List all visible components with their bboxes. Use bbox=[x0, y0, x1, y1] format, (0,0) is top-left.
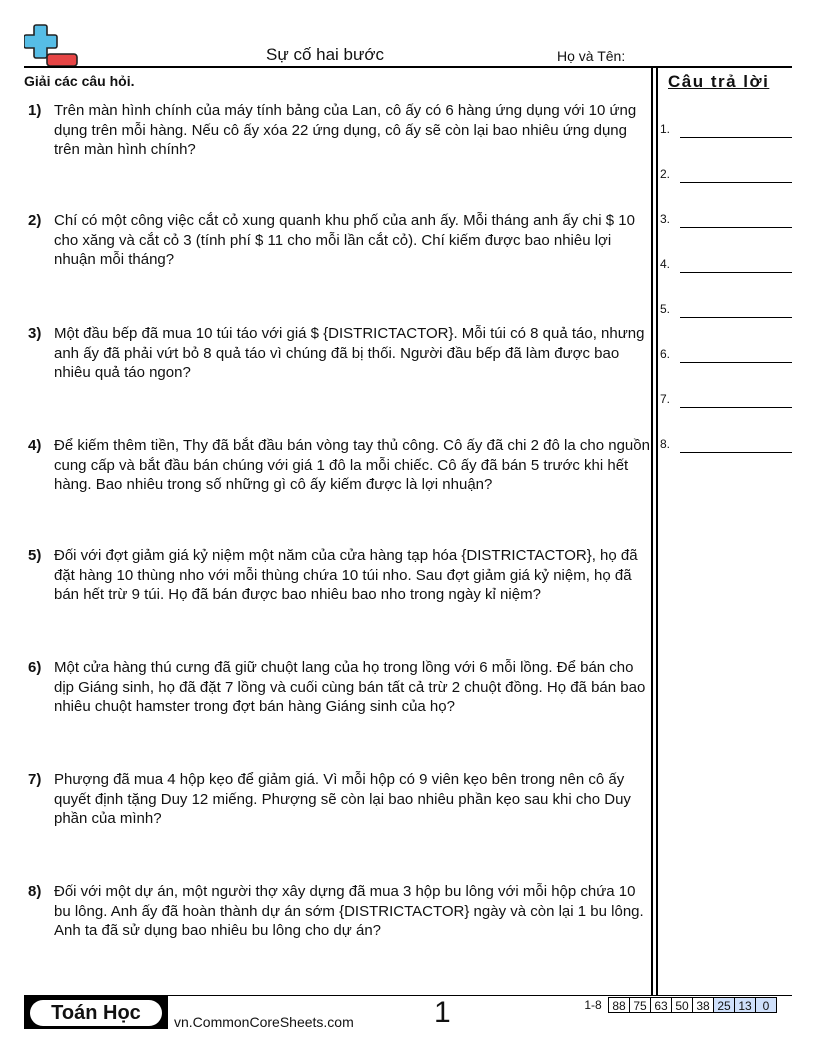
question-number: 1) bbox=[28, 102, 42, 119]
question-1 bbox=[28, 101, 650, 160]
question-number: 7) bbox=[28, 771, 42, 788]
subject-badge: Toán Học bbox=[30, 1000, 162, 1026]
answer-field-1[interactable] bbox=[660, 122, 792, 138]
page-number: 1 bbox=[434, 996, 451, 1029]
score-cell: 50 bbox=[671, 997, 693, 1013]
worksheet-title: Sự cố hai bước bbox=[266, 45, 385, 64]
question-number: 8) bbox=[28, 883, 42, 900]
question-text: Để kiếm thêm tiền, Thy đã bắt đầu bán vòng tay thủ công. Cô ấy đã chi 2 đô la cho nguồn cung cấp và bắt đầu bán chúng với giá 1 đô la mỗi chiếc. Cô ấy đã bán 5 trước khi hết hàng. Bao nhiêu trong số những gì cô ấy kiếm được là lợi nhuận? bbox=[54, 437, 650, 493]
score-cell: 0 bbox=[755, 997, 777, 1013]
question-text: Chí có một công việc cắt cỏ xung quanh khu phố của anh ấy. Mỗi tháng anh ấy chi $ 10 cho xăng và cắt cỏ 3 (tính phí $ 11 cho mỗi lần cắt cỏ). Chí kiếm được bao nhiêu lợi nhuận mỗi tháng? bbox=[54, 212, 635, 268]
column-divider bbox=[651, 66, 658, 996]
answer-line bbox=[680, 317, 792, 318]
score-cell: 13 bbox=[734, 997, 756, 1013]
answer-number: 3. bbox=[660, 212, 671, 226]
question-number: 3) bbox=[28, 325, 42, 342]
answer-number: 6. bbox=[660, 347, 671, 361]
question-text: Một cửa hàng thú cưng đã giữ chuột lang của họ trong lồng với 6 mỗi lồng. Để bán cho dịp Giáng sinh, họ đã đặt 7 lồng và cuối cùng bán tất cả trừ 2 chuột đồng. Họ đã bán bao nhiêu chuột hamster trong đợt bán hàng Giáng sinh của họ? bbox=[54, 659, 646, 715]
answer-line bbox=[680, 272, 792, 273]
question-8 bbox=[28, 882, 650, 941]
answer-field-5[interactable] bbox=[660, 302, 792, 318]
answer-field-6[interactable] bbox=[660, 347, 792, 363]
site-link[interactable]: vn.CommonCoreSheets.com bbox=[174, 1014, 354, 1030]
plus-minus-logo-icon bbox=[24, 24, 80, 68]
score-cell: 38 bbox=[692, 997, 714, 1013]
answer-number: 1. bbox=[660, 122, 671, 136]
answer-line bbox=[680, 407, 792, 408]
answer-number: 8. bbox=[660, 437, 671, 451]
answer-number: 5. bbox=[660, 302, 671, 316]
question-number: 4) bbox=[28, 437, 42, 454]
answer-field-7[interactable] bbox=[660, 392, 792, 408]
score-cell: 63 bbox=[650, 997, 672, 1013]
question-number: 5) bbox=[28, 547, 42, 564]
answer-field-8[interactable] bbox=[660, 437, 792, 453]
header-rule bbox=[24, 66, 792, 68]
answer-line bbox=[680, 227, 792, 228]
answer-field-4[interactable] bbox=[660, 257, 792, 273]
answer-number: 7. bbox=[660, 392, 671, 406]
score-table bbox=[578, 997, 777, 1013]
question-5 bbox=[28, 546, 650, 605]
score-cell: 88 bbox=[608, 997, 630, 1013]
question-text: Phượng đã mua 4 hộp kẹo để giảm giá. Vì mỗi hộp có 9 viên kẹo bên trong nên cô ấy quyết định tặng Duy 12 miếng. Phượng sẽ còn lại bao nhiêu phần kẹo sau khi cho Duy phần của mình? bbox=[54, 771, 631, 827]
score-cell: 25 bbox=[713, 997, 735, 1013]
answer-number: 4. bbox=[660, 257, 671, 271]
answer-number: 2. bbox=[660, 167, 671, 181]
answer-line bbox=[680, 452, 792, 453]
answer-line bbox=[680, 137, 792, 138]
score-cell: 75 bbox=[629, 997, 651, 1013]
question-3 bbox=[28, 324, 650, 383]
answer-field-3[interactable] bbox=[660, 212, 792, 228]
question-6 bbox=[28, 658, 650, 717]
answer-field-2[interactable] bbox=[660, 167, 792, 183]
question-number: 6) bbox=[28, 659, 42, 676]
answer-line bbox=[680, 362, 792, 363]
instructions: Giải các câu hỏi. bbox=[24, 73, 135, 89]
question-text: Một đầu bếp đã mua 10 túi táo với giá $ {DISTRICTACTOR}. Mỗi túi có 8 quả táo, nhưng anh ấy đã phải vứt bỏ 8 quả táo vì chúng đã bị thối. Người đầu bếp đã làm được bao nhiêu quả táo ngon? bbox=[54, 325, 645, 381]
question-text: Trên màn hình chính của máy tính bảng của Lan, cô ấy có 6 hàng ứng dụng với 10 ứng dụng trên mỗi hàng. Nếu cô ấy xóa 22 ứng dụng, cô ấy sẽ còn lại bao nhiêu ứng dụng trên màn hình chính? bbox=[54, 102, 637, 158]
question-number: 2) bbox=[28, 212, 42, 229]
score-range-label: 1-8 bbox=[584, 998, 602, 1012]
name-label: Họ và Tên: bbox=[557, 48, 626, 64]
question-2 bbox=[28, 211, 650, 270]
question-4 bbox=[28, 436, 650, 495]
question-7 bbox=[28, 770, 650, 829]
answer-heading: Câu trả lời bbox=[668, 72, 770, 91]
answer-line bbox=[680, 182, 792, 183]
question-text: Đối với đợt giảm giá kỷ niệm một năm của cửa hàng tạp hóa {DISTRICTACTOR}, họ đã đặt hàng 10 thùng nho với mỗi thùng chứa 10 túi nho. Sau đợt giảm giá kỷ niệm, họ đã bán hết trừ 9 túi. Họ đã bán được bao nhiêu bao nho trong ngày kỉ niệm? bbox=[54, 547, 638, 603]
question-text: Đối với một dự án, một người thợ xây dựng đã mua 3 hộp bu lông với mỗi hộp chứa 10 bu lông. Anh ấy đã hoàn thành dự án sớm {DISTRICTACTOR} ngày và còn lại 1 bu lông. Anh ta đã sử dụng bao nhiêu bu lông cho dự án? bbox=[54, 883, 644, 939]
